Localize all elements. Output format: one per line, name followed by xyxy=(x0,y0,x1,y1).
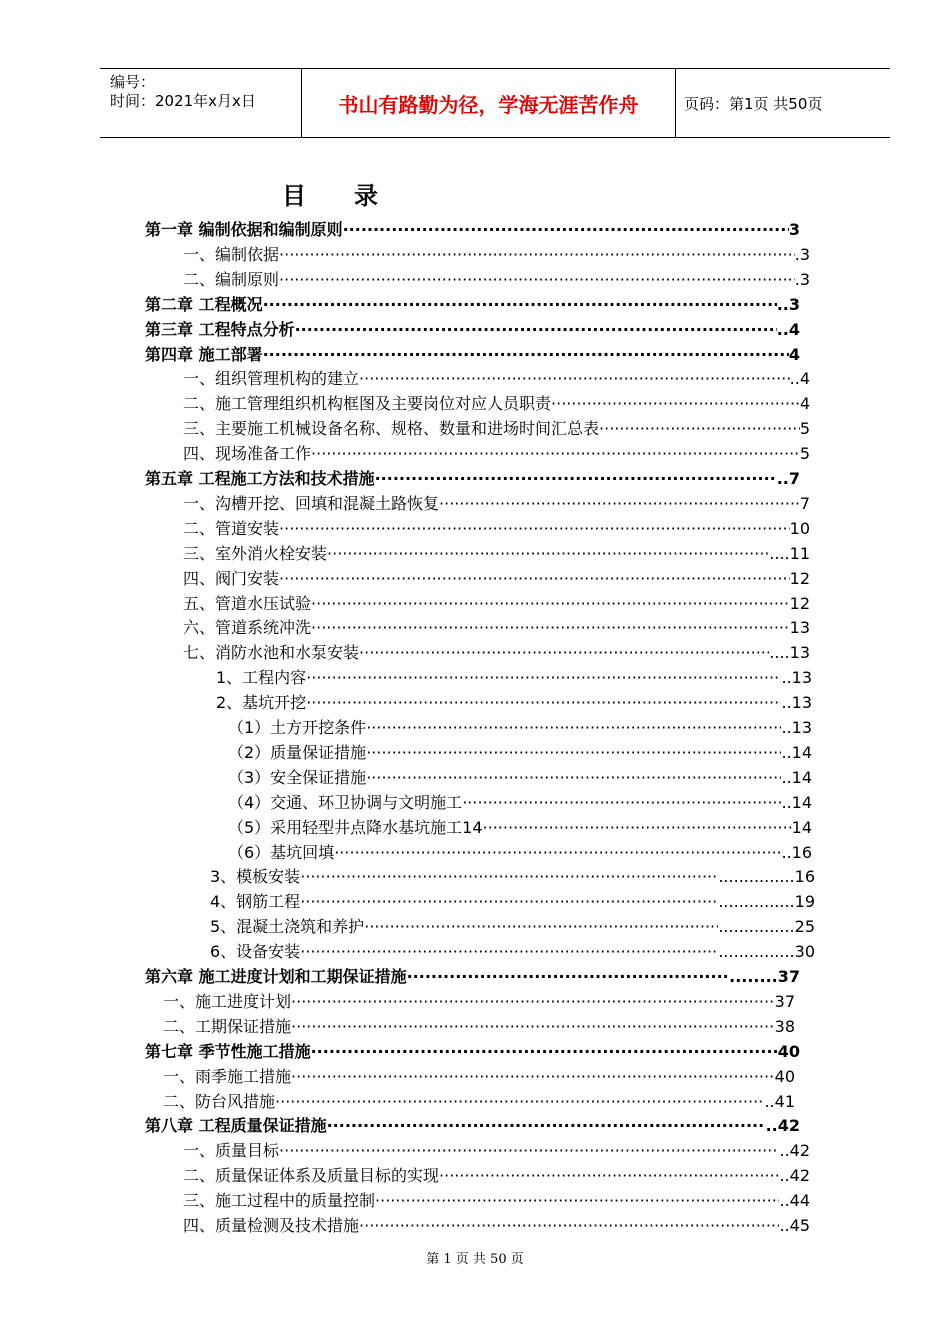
toc-dot-leader xyxy=(279,268,795,292)
toc-entry-page: ....11 xyxy=(769,543,810,563)
toc-section-entry xyxy=(228,766,812,790)
toc-dot-leader xyxy=(327,1114,766,1138)
toc-entry-page: ..14 xyxy=(781,742,812,762)
toc-entry-label: 四、现场准备工作 xyxy=(183,444,312,464)
toc-entry-label: 第三章 工程特点分析 xyxy=(145,319,295,339)
toc-dot-leader xyxy=(359,367,790,391)
toc-entry-label: 第二章 工程概况 xyxy=(145,294,263,314)
toc-entry-page: ..44 xyxy=(779,1191,810,1211)
toc-entry-label: 5、混凝土浇筑和养护 xyxy=(210,917,365,937)
toc-entry-page: 10 xyxy=(789,518,810,538)
toc-dot-leader xyxy=(439,492,800,516)
toc-dot-leader xyxy=(295,318,777,342)
toc-section-entry xyxy=(183,592,810,616)
toc-section-entry xyxy=(183,517,810,541)
toc-dot-leader xyxy=(366,716,781,740)
toc-entry-label: 一、施工进度计划 xyxy=(163,991,292,1011)
toc-entry-label: 三、施工过程中的质量控制 xyxy=(183,1191,376,1211)
toc-entry-page: .3 xyxy=(794,244,810,264)
toc-entry-page: 14 xyxy=(791,817,812,837)
toc-section-entry xyxy=(183,641,810,665)
toc-entry-label: 三、主要施工机械设备名称、规格、数量和进场时间汇总表 xyxy=(183,419,600,439)
toc-section-entry xyxy=(183,1164,810,1188)
toc-section-entry xyxy=(183,1214,810,1238)
header-motto: 书山有路勤为径，学海无涯苦作舟 xyxy=(302,69,676,137)
page-footer xyxy=(0,1248,950,1267)
toc-chapter-entry xyxy=(145,293,800,317)
toc-entry-label: 第八章 工程质量保证措施 xyxy=(145,1116,327,1136)
toc-section-entry xyxy=(216,666,812,690)
toc-dot-leader xyxy=(375,467,777,491)
toc-chapter-entry xyxy=(145,467,800,491)
toc-section-entry xyxy=(163,1065,795,1089)
toc-entry-page: ...............19 xyxy=(718,892,815,912)
toc-dot-leader xyxy=(551,392,800,416)
toc-entry-page: 4 xyxy=(799,394,810,414)
toc-title: 目录 xyxy=(282,182,426,210)
toc-entry-label: （2）质量保证措施 xyxy=(228,742,367,762)
header-date-label: 时间：2021年x月x日 xyxy=(110,92,256,110)
toc-entry-page: ..3 xyxy=(776,294,800,314)
toc-entry-label: （1）土方开挖条件 xyxy=(228,718,367,737)
toc-dot-leader xyxy=(311,1040,778,1064)
toc-dot-leader xyxy=(300,890,718,914)
document-header xyxy=(100,68,890,138)
toc-dot-leader xyxy=(359,641,769,665)
toc-dot-leader xyxy=(279,243,795,267)
header-left-cell xyxy=(100,69,302,137)
toc-entry-page: ..16 xyxy=(781,842,812,862)
toc-dot-leader xyxy=(300,865,718,889)
toc-entry-label: 第六章 施工进度计划和工期保证措施 xyxy=(145,967,407,986)
toc-entry-page: ..7 xyxy=(776,469,800,488)
toc-chapter-entry xyxy=(145,318,800,342)
toc-entry-page: 37 xyxy=(774,991,795,1011)
toc-section-entry xyxy=(183,492,810,516)
toc-entry-page: ..4 xyxy=(789,369,810,389)
toc-section-entry xyxy=(183,567,810,591)
toc-entry-label: 二、防台风措施 xyxy=(163,1091,276,1111)
toc-section-entry xyxy=(183,392,810,416)
toc-dot-leader xyxy=(291,1065,775,1089)
toc-section-entry xyxy=(228,716,812,740)
toc-dot-leader xyxy=(300,940,718,964)
toc-entry-label: 一、编制依据 xyxy=(183,244,280,264)
toc-dot-leader xyxy=(483,816,792,840)
toc-dot-leader xyxy=(439,1164,779,1188)
footer-page-text: 第 1 页 共 50 页 xyxy=(426,1252,524,1267)
header-page-label: 页码：第1页 共50页 xyxy=(684,94,823,113)
toc-section-entry xyxy=(210,940,815,964)
toc-dot-leader xyxy=(306,666,781,690)
toc-entry-page: 40 xyxy=(777,1041,800,1061)
toc-section-entry xyxy=(228,816,812,840)
toc-section-entry xyxy=(210,915,815,939)
toc-section-entry xyxy=(228,741,812,765)
toc-entry-label: 第五章 工程施工方法和技术措施 xyxy=(145,469,375,488)
toc-entry-label: 第四章 施工部署 xyxy=(145,344,263,364)
toc-entry-label: （4）交通、环卫协调与文明施工 xyxy=(228,792,463,812)
toc-entry-label: 二、工期保证措施 xyxy=(163,1016,292,1036)
toc-dot-leader xyxy=(279,517,790,541)
toc-entry-label: 四、阀门安装 xyxy=(183,568,280,588)
toc-entry-label: 二、管道安装 xyxy=(183,518,280,538)
toc-entry-page: ..14 xyxy=(781,792,812,812)
toc-section-entry xyxy=(228,791,812,815)
toc-entry-page: 13 xyxy=(789,618,810,638)
toc-section-entry xyxy=(183,417,810,441)
toc-entry-page: 38 xyxy=(774,1016,795,1036)
toc-dot-leader xyxy=(306,691,781,715)
toc-section-entry xyxy=(183,1139,810,1163)
toc-dot-leader xyxy=(263,293,777,317)
toc-section-entry xyxy=(183,268,810,292)
toc-section-entry xyxy=(183,1189,810,1213)
toc-entry-label: 一、组织管理机构的建立 xyxy=(183,369,360,389)
toc-entry-label: 2、基坑开挖 xyxy=(216,693,307,713)
toc-entry-page: 3 xyxy=(788,220,800,239)
toc-entry-label: 七、消防水池和水泵安装 xyxy=(183,643,360,663)
toc-dot-leader xyxy=(291,990,775,1014)
toc-section-entry xyxy=(183,542,810,566)
toc-entry-label: 第一章 编制依据和编制原则 xyxy=(145,220,343,239)
toc-dot-leader xyxy=(407,965,730,989)
toc-entry-label: 4、钢筋工程 xyxy=(210,892,301,912)
toc-dot-leader xyxy=(599,417,800,441)
toc-dot-leader xyxy=(279,1139,779,1163)
toc-entry-label: 一、雨季施工措施 xyxy=(163,1066,292,1086)
toc-entry-page: 40 xyxy=(774,1066,795,1086)
toc-entry-page: .3 xyxy=(794,269,810,289)
toc-entry-page: 12 xyxy=(789,593,810,613)
toc-dot-leader xyxy=(311,442,800,466)
toc-dot-leader xyxy=(275,1090,764,1114)
toc-dot-leader xyxy=(366,766,781,790)
toc-entry-page: 4 xyxy=(788,344,800,364)
toc-entry-label: （6）基坑回填 xyxy=(228,842,335,862)
toc-chapter-entry xyxy=(145,218,800,242)
toc-chapter-entry xyxy=(145,965,800,989)
toc-section-entry xyxy=(210,890,815,914)
toc-section-entry xyxy=(228,841,812,865)
toc-entry-label: 3、模板安装 xyxy=(210,867,301,887)
toc-entry-label: （5）采用轻型井点降水基坑施工14 xyxy=(228,817,483,837)
toc-entry-label: 6、设备安装 xyxy=(210,942,301,962)
toc-entry-page: ..42 xyxy=(765,1116,800,1136)
toc-chapter-entry xyxy=(145,1040,800,1064)
toc-entry-page: ..13 xyxy=(781,718,812,737)
toc-entry-page: ....13 xyxy=(769,643,810,663)
toc-entry-page: ........37 xyxy=(729,967,800,986)
toc-section-entry xyxy=(163,990,795,1014)
toc-entry-page: ..13 xyxy=(781,693,812,713)
toc-dot-leader xyxy=(334,841,781,865)
toc-section-entry xyxy=(216,691,812,715)
toc-entry-label: （3）安全保证措施 xyxy=(228,767,367,787)
toc-entry-label: 第七章 季节性施工措施 xyxy=(145,1041,311,1061)
toc-entry-label: 二、编制原则 xyxy=(183,269,280,289)
toc-entry-page: ..42 xyxy=(779,1141,810,1161)
toc-dot-leader xyxy=(364,915,718,939)
toc-dot-leader xyxy=(462,791,781,815)
toc-entry-label: 二、质量保证体系及质量目标的实现 xyxy=(183,1166,440,1186)
toc-entry-label: 一、沟槽开挖、回填和混凝土路恢复 xyxy=(183,493,440,513)
toc-entry-page: 5 xyxy=(799,419,810,439)
toc-chapter-entry xyxy=(145,343,800,367)
toc-section-entry xyxy=(163,1015,795,1039)
toc-entry-page: 12 xyxy=(789,568,810,588)
toc-section-entry xyxy=(183,442,810,466)
toc-entry-label: 三、室外消火栓安装 xyxy=(183,543,328,563)
toc-dot-leader xyxy=(311,592,790,616)
header-code-label: 编号： xyxy=(110,73,156,91)
toc-entry-label: 五、管道水压试验 xyxy=(183,593,312,613)
toc-section-entry xyxy=(183,616,810,640)
toc-dot-leader xyxy=(359,1214,779,1238)
toc-entry-page: ..14 xyxy=(781,767,812,787)
toc-entry-page: ...............30 xyxy=(718,942,815,962)
toc-section-entry xyxy=(210,865,815,889)
toc-dot-leader xyxy=(311,616,790,640)
toc-section-entry xyxy=(163,1090,795,1114)
toc-entry-label: 六、管道系统冲洗 xyxy=(183,618,312,638)
toc-entry-label: 一、质量目标 xyxy=(183,1141,280,1161)
toc-entry-page: ..45 xyxy=(779,1216,810,1235)
toc-entry-label: 四、质量检测及技术措施 xyxy=(183,1216,360,1235)
toc-entry-page: 5 xyxy=(799,444,810,464)
toc-entry-page: ...............16 xyxy=(718,867,815,887)
toc-dot-leader xyxy=(291,1015,775,1039)
toc-dot-leader xyxy=(366,741,781,765)
toc-entry-label: 1、工程内容 xyxy=(216,668,307,688)
toc-dot-leader xyxy=(279,567,790,591)
toc-chapter-entry xyxy=(145,1114,800,1138)
toc-entry-page: ..42 xyxy=(779,1166,810,1186)
toc-dot-leader xyxy=(375,1189,779,1213)
toc-dot-leader xyxy=(343,218,789,242)
toc-dot-leader xyxy=(263,343,789,367)
toc-entry-page: ..13 xyxy=(781,668,812,688)
toc-section-entry xyxy=(183,243,810,267)
toc-entry-page: ..41 xyxy=(764,1091,795,1111)
toc-entry-page: 7 xyxy=(799,493,810,513)
toc-entry-page: ...............25 xyxy=(718,917,815,937)
toc-entry-label: 二、施工管理组织机构框图及主要岗位对应人员职责 xyxy=(183,394,552,414)
toc-entry-page: ..4 xyxy=(776,319,800,339)
toc-section-entry xyxy=(183,367,810,391)
toc-dot-leader xyxy=(327,542,769,566)
